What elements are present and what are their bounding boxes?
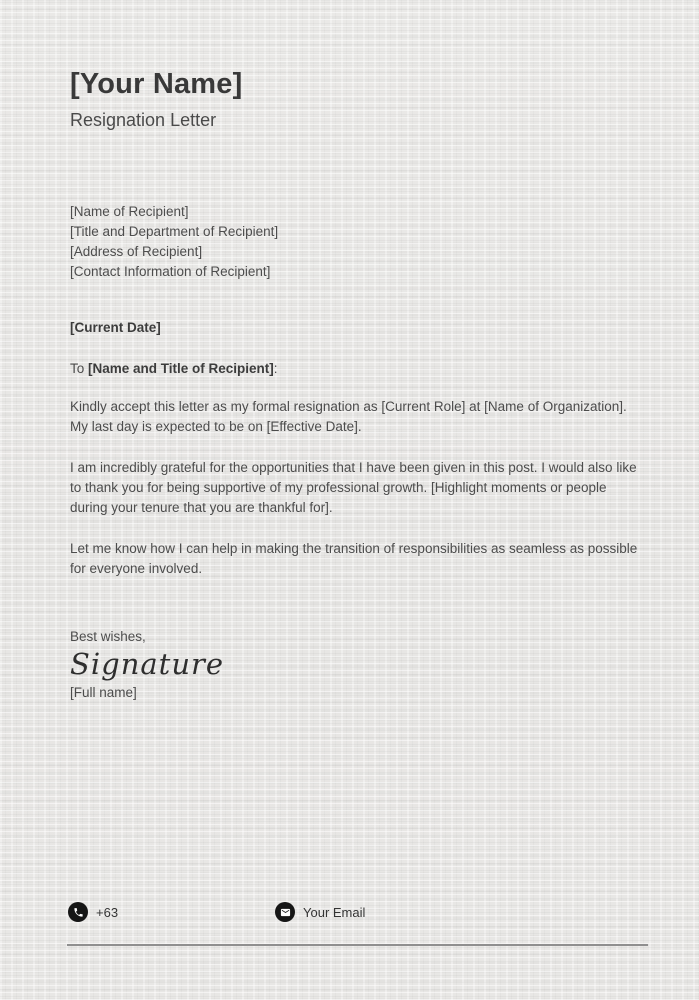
footer-divider	[67, 944, 648, 946]
current-date: [Current Date]	[70, 320, 161, 336]
document-subtitle: Resignation Letter	[70, 110, 217, 131]
body-paragraph: Let me know how I can help in making the transition of responsibilities as seamless as possible for everyone involved.	[70, 541, 638, 577]
salutation-prefix: To	[70, 361, 89, 377]
phone-label: +63	[96, 904, 119, 920]
recipient-line: [Name of Recipient]	[70, 204, 189, 220]
page-title: [Your Name]	[70, 68, 243, 100]
phone-icon	[68, 902, 88, 922]
footer-email	[275, 902, 365, 922]
recipient-line: [Contact Information of Recipient]	[70, 264, 271, 280]
signature-script: Signature	[70, 647, 225, 682]
body-paragraph: I am incredibly grateful for the opportunities that I have been given in this post. I would also like to thank you for being supportive of my professional growth. [Highlight moments or people during your tenure that you are thankful for].	[70, 460, 637, 516]
body-paragraph: Kindly accept this letter as my formal resignation as [Current Role] at [Name of Organization]. My last day is expected to be on [Effective Date].	[70, 399, 627, 435]
envelope-icon	[275, 902, 295, 922]
footer-phone	[68, 902, 118, 922]
salutation-recipient: [Name and Title of Recipient]	[88, 361, 274, 377]
salutation	[70, 361, 639, 376]
recipient-block	[70, 202, 639, 282]
recipient-line: [Address of Recipient]	[70, 244, 203, 260]
valediction: Best wishes,	[70, 629, 146, 645]
email-label: Your Email	[303, 904, 366, 920]
full-name: [Full name]	[70, 685, 137, 701]
salutation-colon: :	[273, 361, 278, 377]
recipient-line: [Title and Department of Recipient]	[70, 224, 279, 240]
